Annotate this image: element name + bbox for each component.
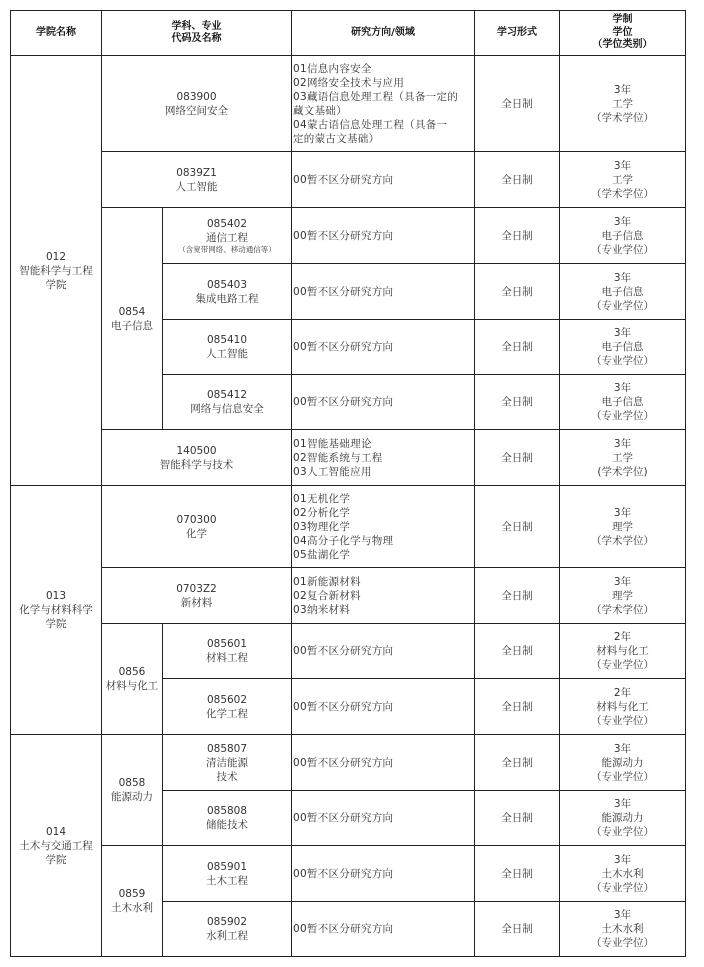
mode-cell: 全日制 xyxy=(475,679,560,735)
direction-cell: 00暂不区分研究方向 xyxy=(292,679,475,735)
header-major: 学科、专业 代码及名称 xyxy=(102,11,292,56)
direction-cell: 00暂不区分研究方向 xyxy=(292,624,475,679)
mode-cell: 全日制 xyxy=(475,735,560,791)
system-cell: 3年 能源动力 （专业学位） xyxy=(560,735,686,791)
system-cell: 2年 材料与化工 （专业学位） xyxy=(560,679,686,735)
mode-cell: 全日制 xyxy=(475,846,560,902)
major-cell: 085602 化学工程 xyxy=(163,679,292,735)
major-cell: 085410 人工智能 xyxy=(163,320,292,375)
major-cell: 085901 土木工程 xyxy=(163,846,292,902)
header-mode: 学习形式 xyxy=(475,11,560,56)
direction-cell: 00暂不区分研究方向 xyxy=(292,375,475,430)
major-cell: 085808 储能技术 xyxy=(163,791,292,846)
table-row xyxy=(11,486,686,568)
direction-cell: 00暂不区分研究方向 xyxy=(292,791,475,846)
major-cell: 085412 网络与信息安全 xyxy=(163,375,292,430)
system-cell: 3年 工学 (学术学位) xyxy=(560,430,686,486)
group-cell: 0859 土木水利 xyxy=(102,846,163,957)
school-cell: 012 智能科学与工程 学院 xyxy=(11,56,102,486)
table-row xyxy=(11,152,686,208)
mode-cell: 全日制 xyxy=(475,375,560,430)
mode-cell: 全日制 xyxy=(475,264,560,320)
direction-cell: 01新能源材料 02复合新材料 03纳米材料 xyxy=(292,568,475,624)
major-cell: 083900 网络空间安全 xyxy=(102,56,292,152)
table-row xyxy=(11,568,686,624)
direction-cell: 00暂不区分研究方向 xyxy=(292,152,475,208)
system-cell: 3年 土木水利 （专业学位） xyxy=(560,846,686,902)
major-cell: 085601 材料工程 xyxy=(163,624,292,679)
major-cell: 070300 化学 xyxy=(102,486,292,568)
system-cell: 3年 理学 （学术学位） xyxy=(560,568,686,624)
table-row xyxy=(11,624,686,679)
system-cell: 3年 土木水利 （专业学位） xyxy=(560,902,686,957)
school-cell: 013 化学与材料科学 学院 xyxy=(11,486,102,735)
system-cell: 3年 电子信息 （专业学位） xyxy=(560,320,686,375)
system-cell: 3年 电子信息 （专业学位） xyxy=(560,208,686,264)
mode-cell: 全日制 xyxy=(475,208,560,264)
header-row xyxy=(11,11,686,56)
direction-cell: 01无机化学 02分析化学 03物理化学 04高分子化学与物理 05盐湖化学 xyxy=(292,486,475,568)
direction-cell: 01信息内容安全 02网络安全技术与应用 03藏语信息处理工程（具备一定的 藏文基础） 04蒙古语信息处理工程（具备一 定的蒙古文基础） xyxy=(292,56,475,152)
direction-cell: 00暂不区分研究方向 xyxy=(292,846,475,902)
direction-cell: 00暂不区分研究方向 xyxy=(292,735,475,791)
group-cell: 0856 材料与化工 xyxy=(102,624,163,735)
header-direction: 研究方向/领域 xyxy=(292,11,475,56)
system-cell: 3年 工学 （学术学位） xyxy=(560,152,686,208)
table-row xyxy=(11,208,686,264)
major-cell: 140500 智能科学与技术 xyxy=(102,430,292,486)
system-cell: 3年 电子信息 （专业学位） xyxy=(560,375,686,430)
system-cell: 3年 能源动力 （专业学位） xyxy=(560,791,686,846)
major-cell: 0839Z1 人工智能 xyxy=(102,152,292,208)
system-cell: 3年 理学 （学术学位） xyxy=(560,486,686,568)
major-cell: 085807 清洁能源 技术 xyxy=(163,735,292,791)
system-cell: 3年 工学 （学术学位） xyxy=(560,56,686,152)
group-cell: 0854 电子信息 xyxy=(102,208,163,430)
admissions-table xyxy=(10,10,686,957)
system-cell: 2年 材料与化工 （专业学位） xyxy=(560,624,686,679)
mode-cell: 全日制 xyxy=(475,56,560,152)
major-cell: 085402 通信工程 （含宽带网络、移动通信等） xyxy=(163,208,292,264)
mode-cell: 全日制 xyxy=(475,624,560,679)
group-cell: 0858 能源动力 xyxy=(102,735,163,846)
major-cell: 085403 集成电路工程 xyxy=(163,264,292,320)
mode-cell: 全日制 xyxy=(475,320,560,375)
table-row xyxy=(11,430,686,486)
mode-cell: 全日制 xyxy=(475,430,560,486)
direction-cell: 00暂不区分研究方向 xyxy=(292,208,475,264)
direction-cell: 00暂不区分研究方向 xyxy=(292,264,475,320)
system-cell: 3年 电子信息 （专业学位） xyxy=(560,264,686,320)
mode-cell: 全日制 xyxy=(475,902,560,957)
direction-cell: 00暂不区分研究方向 xyxy=(292,902,475,957)
table-row xyxy=(11,735,686,791)
header-system: 学制 学位 （学位类别） xyxy=(560,11,686,56)
table-row xyxy=(11,846,686,902)
direction-cell: 00暂不区分研究方向 xyxy=(292,320,475,375)
header-school: 学院名称 xyxy=(11,11,102,56)
mode-cell: 全日制 xyxy=(475,486,560,568)
direction-cell: 01智能基础理论 02智能系统与工程 03人工智能应用 xyxy=(292,430,475,486)
mode-cell: 全日制 xyxy=(475,791,560,846)
major-cell: 0703Z2 新材料 xyxy=(102,568,292,624)
major-cell: 085902 水利工程 xyxy=(163,902,292,957)
school-cell: 014 土木与交通工程 学院 xyxy=(11,735,102,957)
mode-cell: 全日制 xyxy=(475,152,560,208)
mode-cell: 全日制 xyxy=(475,568,560,624)
table-row xyxy=(11,56,686,152)
